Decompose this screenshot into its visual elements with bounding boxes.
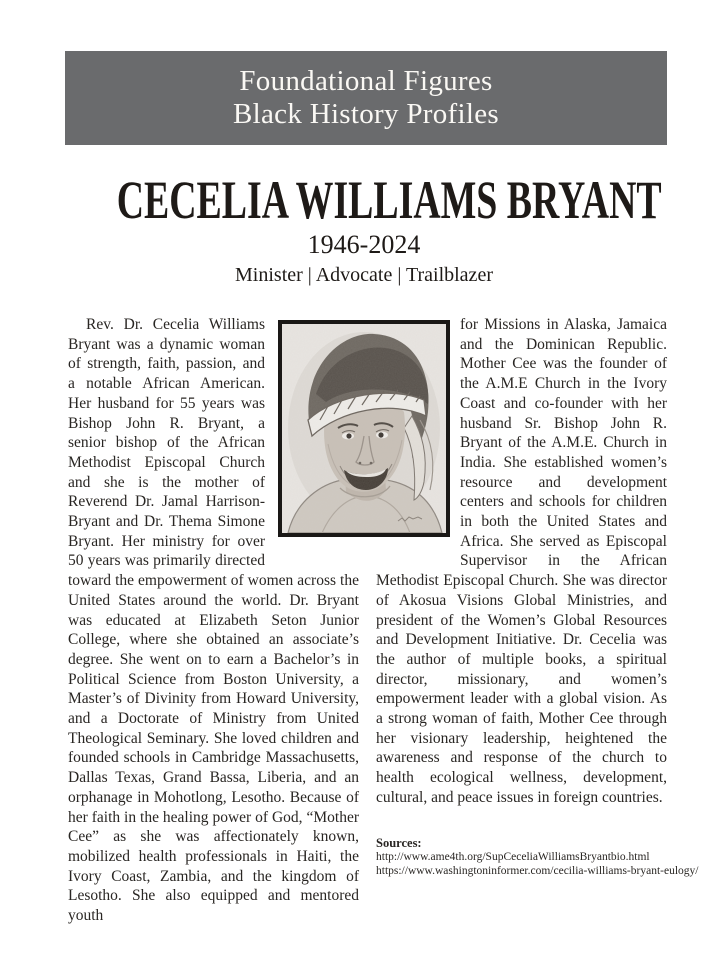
series-banner xyxy=(65,51,667,145)
portrait-sketch-image xyxy=(282,324,446,533)
life-years: 1946-2024 xyxy=(307,230,421,259)
subtitle-roles: Minister | Advocate | Trailblazer xyxy=(235,264,493,286)
page-title xyxy=(0,172,728,228)
source-link-2[interactable]: https://www.washingtoninformer.com/cecilia-williams-bryant-eulogy/ xyxy=(376,864,699,877)
article-text-right: for Missions in Alaska, Jamaica and the Dominican Republic. Mother Cee was the founder of the A.M.E Church in the Ivory Coast and co-founder with her husband Sr. Bishop John R. Bryant of the A.M.E. Church in India. She established women’s resource and development centers and schools for children in both the United States and Africa. She served as Episcopal Supervisor in the African Methodist Episcopal Church. She was director of Akosua Visions Global Ministries, and president of the Women’s Global Resources and Development Initiative. Dr. Cecelia was the author of multiple books, a spiritual director, missionary, and women’s empowerment leader with a global vision. As a strong woman of faith, Mother Cee through her visionary leadership, heightened the awareness and response of the church to health ecological wellness, development, cultural, and peace issues in foreign countries. xyxy=(376,316,667,806)
page-title-text: CECELIA WILLIAMS BRYANT xyxy=(116,170,662,230)
article-text-left: Rev. Dr. Cecelia Williams Bryant was a dynamic woman of strength, faith, passion, and a notable African American. Her husband for 55 years was Bishop John R. Bryant, a senior bishop of the African Methodist Episcopal Church and she is the mother of Reverend Dr. Jamal Harrison-Bryant and Dr. Thema Simone Bryant. Her ministry for over 50 years was primarily directed toward the empowerment of women across the United States around the world. Dr. Bryant was educated at Elizabeth Seton Junior College, where she obtained an associate’s degree. She went on to earn a Bachelor’s in Political Science from Boston University, a Master’s of Divinity from Howard University, and a Doctorate of Ministry from United Theological Seminary. She loved children and founded schools in Cambridge Massachusetts, Dallas Texas, Grand Bassa, Liberia, and an orphanage in Mohotlong, Lesotho. Because of her faith in the healing power of God, “Mother Cee” as she was affectionately known, mobilized health professionals in Haiti, the Ivory Coast, Zambia, and the kingdom of Lesotho. She also equipped and mentored youth xyxy=(68,316,359,925)
sources-label: Sources: xyxy=(376,836,422,850)
source-link-1[interactable]: http://www.ame4th.org/SupCeceliaWilliamsBryantbio.html xyxy=(376,851,650,863)
banner-line-1: Foundational Figures xyxy=(239,65,493,97)
banner-line-2: Black History Profiles xyxy=(233,98,499,130)
portrait-frame xyxy=(278,320,450,537)
sources-block xyxy=(376,836,706,879)
